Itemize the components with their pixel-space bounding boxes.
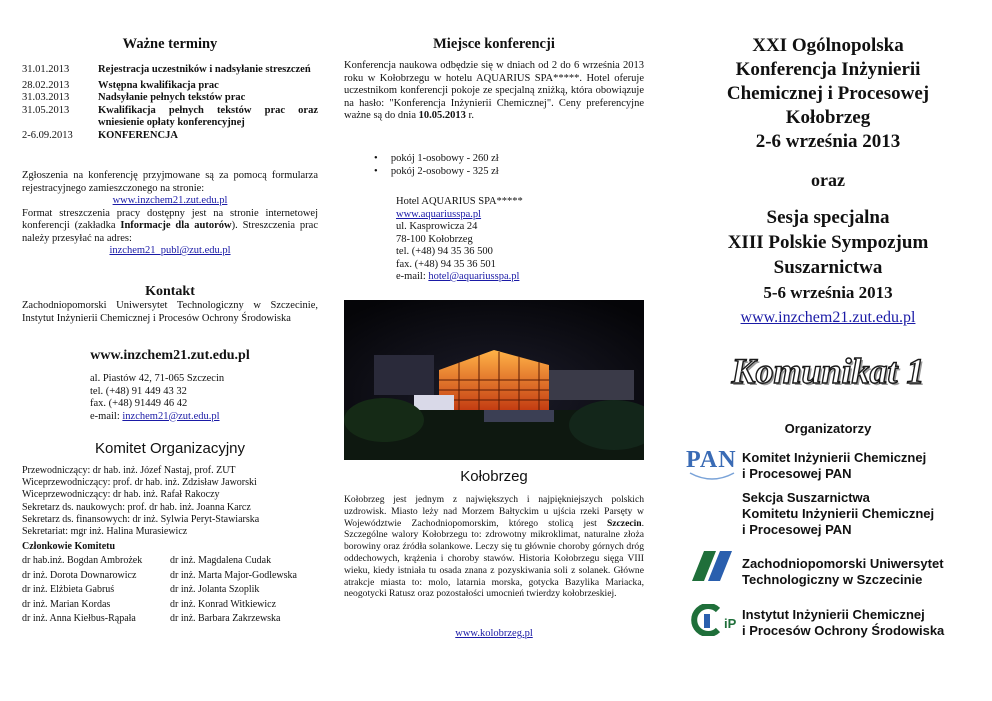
institute-logo-shape <box>690 604 724 636</box>
hotel-photo-illustration <box>344 300 644 460</box>
symposium-title: Sesja specjalna XIII Polskie Sympozjum Suszarnictwa 5-6 września 2013 <box>680 205 976 305</box>
contact-phone: tel. (+48) 91 449 43 32 <box>90 385 187 397</box>
contact-details: al. Piastów 42, 71-065 Szczecin tel. (+48) 91 449 43 32 fax. (+48) 91449 46 42 e-mail: inzchem21@zut.edu.pl <box>90 373 318 423</box>
contact-address: al. Piastów 42, 71-065 Szczecin <box>90 373 225 384</box>
hotel-website-link[interactable]: www.aquariusspa.pl <box>396 208 482 220</box>
pan-logo-arc <box>686 469 738 483</box>
venue-text: Konferencja naukowa odbędzie się w dniach od 2 do 6 września 2013 roku w Kołobrzegu w hotelu AQUARIUS SPA*****. Hotel oferuje uczestnikom konferencji pokoje ze specjalną zniżką, która obowiązuje na hasło: "Konferencja Inżynierii Chemicznej". Ceny preferencyjne ważne są do dnia 10.05.2013 r. <box>344 60 644 121</box>
organizer-drying-section: Sekcja Suszarnictwa Komitetu Inżynierii Chemicznej i Procesowej PAN <box>742 490 935 537</box>
contact-title: Kontakt <box>145 284 195 299</box>
hotel-details: Hotel AQUARIUS SPA***** www.aquariusspa.pl ul. Kasprowicza 24 78-100 Kołobrzeg tel. (+48) 94 35 36 500 fax. (+48) 94 35 36 501 e-mail: hotel@aquariusspa.pl <box>396 196 644 284</box>
conference-place: Kołobrzeg <box>785 107 871 128</box>
hotel-email-link[interactable]: hotel@aquariusspa.pl <box>428 271 520 282</box>
important-dates-list <box>22 64 318 142</box>
list-item: • pokój 1-osobowy - 260 zł <box>374 153 499 164</box>
date-row: 2-6.09.2013 KONFERENCJA <box>22 129 178 141</box>
submission-email-link[interactable]: inzchem21_publ@zut.edu.pl <box>109 245 231 256</box>
and-text: oraz <box>811 170 845 190</box>
symposium-dates: 5-6 września 2013 <box>763 283 893 302</box>
hotel-name: Hotel AQUARIUS SPA***** <box>396 196 523 207</box>
conference-title: XXI Ogólnopolska Konferencja Inżynierii Chemicznej i Procesowej Kołobrzeg 2-6 września 2013 <box>680 34 976 154</box>
institute-logo: iP <box>690 604 742 640</box>
date-row: 31.05.2013 Kwalifikacja pełnych tekstów prac oraz wniesienie opłaty konferencyjnej <box>22 104 318 128</box>
conference-dates: 2-6 września 2013 <box>755 131 901 152</box>
komunikat-heading: Komunikat 1 <box>731 351 925 391</box>
city-website-link[interactable]: www.kolobrzeg.pl <box>455 628 533 639</box>
hotel-night-photo <box>344 300 644 460</box>
contact-email-link[interactable]: inzchem21@zut.edu.pl <box>122 410 220 422</box>
contact-website: www.inzchem21.zut.edu.pl <box>90 348 250 363</box>
contact-fax: fax. (+48) 91449 46 42 <box>90 398 188 409</box>
registration-link[interactable]: www.inzchem21.zut.edu.pl <box>112 195 228 206</box>
important-dates-title: Ważne terminy <box>122 36 218 52</box>
committee-list: Przewodniczący: dr hab. inż. Józef Nastaj, prof. ZUT Wiceprzewodniczący: prof. dr hab. inż. Zdzisław Jaworski Wiceprzewodniczący: dr hab. inż. Rafał Rakoczy Sekretarz ds. naukowych: prof. dr hab. inż. Joanna Karcz Sekretarz ds. finansowych: dr inż. Sylwia Peryt-Stawiarska Sekretariat: mgr inż. Halina Murasiewicz Członkowie Komitetu dr hab.inż. Bogdan Ambrożek dr inż. Dorota Downarowicz dr inż. Elżbieta Gabruś dr inż. Marian Kordas dr inż. Anna Kiełbus-Rąpała dr inż. Magdalena Cudak dr inż. Marta Major-Godlewska dr inż. Jolanta Szoplik dr inż. Konrad Witkiewicz dr inż. Barbara Zakrzewska <box>22 465 318 627</box>
list-item: • pokój 2-osobowy - 325 zł <box>374 165 499 177</box>
date-row: 28.02.2013 Wstępna kwalifikacja prac <box>22 79 219 91</box>
members-columns: dr hab.inż. Bogdan Ambrożek dr inż. Dorota Downarowicz dr inż. Elżbieta Gabruś dr inż. Marian Kordas dr inż. Anna Kiełbus-Rąpała dr inż. Magdalena Cudak dr inż. Marta Major-Godlewska dr inż. Jolanta Szoplik dr inż. Konrad Witkiewicz dr inż. Barbara Zakrzewska <box>22 555 297 625</box>
zut-logo <box>690 549 742 585</box>
room-prices <box>374 153 634 178</box>
contact-organization: Zachodniopomorski Uniwersytet Technologiczny w Szczecinie, Instytut Inżynierii Chemicznej i Procesów Ochrony Środowiska <box>22 300 318 324</box>
organizers-title: Organizatorzy <box>784 421 872 436</box>
venue-title: Miejsce konferencji <box>433 36 555 52</box>
special-session: Sesja specjalna <box>766 207 890 228</box>
organizer-institute: Instytut Inżynierii Chemicznej i Procesów Ochrony Środowiska <box>742 607 945 638</box>
date-row: 31.01.2013 Rejestracja uczestników i nadsyłanie streszczeń <box>22 64 311 75</box>
city-text: Kołobrzeg jest jednym z największych i najpiękniejszych polskich uzdrowisk. Miasto leży nad Morzem Bałtyckim u ujścia rzeki Parsęty w Województwie Zachodniopomorskim, którego stolicą jest Szczecin. Szczególne walory Kołobrzegu to: zdrowotny mikroklimat, naturalne złoża borowiny oraz źródła solankowe. Leczy się tu głównie choroby górnych dróg oddechowych, krążenia i choroby stawów. Historia Kołobrzegu sięga VIII wieku, kiedy istniała tu osada znana z pozyskiwania soli z solanek. Główne atrakcje miasta to: molo, latarnia morska, gotycka Bazylika Mariacka, neogotycki Ratusz oraz pozostałości umocnień twierdzy kołobrzeskiej. <box>344 494 644 600</box>
committee-title: Komitet Organizacyjny <box>94 440 246 457</box>
date-row: 31.03.2013 Nadsyłanie pełnych tekstów prac <box>22 92 246 103</box>
city-title: Kołobrzeg <box>460 468 528 485</box>
registration-info: Zgłoszenia na konferencję przyjmowane są za pomocą formularza rejestracyjnego zamieszczonego na stronie: www.inzchem21.zut.edu.pl Format streszczenia pracy dostępny jest na stronie internetowej konferencji (zakładka Informacje dla autorów). Streszczenia prac należy przesyłać na adres: inzchem21_publ@zut.edu.pl <box>22 170 318 256</box>
conference-website-link[interactable]: www.inzchem21.zut.edu.pl <box>740 309 916 326</box>
organizer-zut: Zachodniopomorski Uniwersytet Technologiczny w Szczecinie <box>742 556 944 587</box>
members-title: Członkowie Komitetu <box>22 541 116 553</box>
organizer-pan: Komitet Inżynierii Chemicznej i Procesowej PAN <box>742 450 927 481</box>
zut-logo-shape <box>690 549 734 583</box>
pan-logo: PAN <box>686 447 738 483</box>
